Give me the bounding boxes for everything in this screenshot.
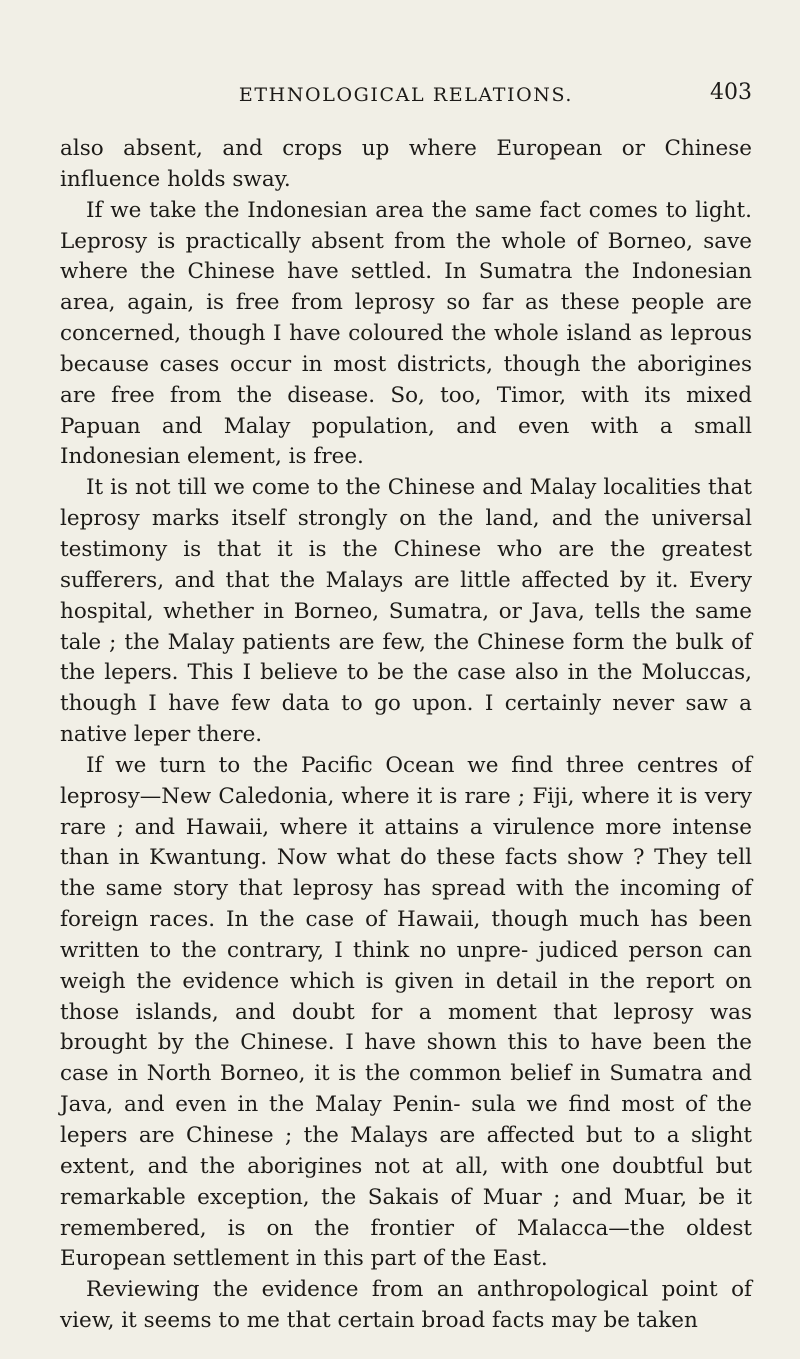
paragraph-reviewing-evidence: Reviewing the evidence from an anthropological point of view, it seems to me that certain broad facts may be taken [60, 1277, 752, 1334]
running-title: ETHNOLOGICAL RELATIONS. [238, 84, 574, 106]
page-number: 403 [710, 80, 752, 105]
paragraph-pacific-ocean: If we turn to the Pacific Ocean we find three centres of leprosy—New Caledonia, where it is rare ; Fiji, where it is very rare ; and Hawaii, where it attains a virulence more intense than in Kwantung. Now what do these facts show ? They tell the same story that leprosy has spread with the incoming of foreign races. In the case of Hawaii, though much has been written to the contrary, I think no unpre- judiced person can weigh the evidence which is given in detail in the report on those islands, and doubt for a moment that leprosy was brought by the Chinese. I have shown this to have been the case in North Borneo, it is the common belief in Sumatra and Java, and even in the Malay Penin- sula we find most of the lepers are Chinese ; the Malays are affected but to a slight extent, and the aborigines not at all, with one doubtful but remarkable exception, the Sakais of Muar ; and Muar, be it remembered, is on the frontier of Malacca—the oldest European settlement in this part of the East. [60, 752, 752, 1272]
running-head [60, 80, 752, 114]
body-text [60, 134, 752, 1337]
paragraph-indonesian-area: If we take the Indonesian area the same fact comes to light. Leprosy is practically absent from the whole of Borneo, save where the Chinese have settled. In Sumatra the Indonesian area, again, is free from leprosy so far as these people are concerned, though I have coloured the whole island as leprous because cases occur in most districts, though the aborigines are free from the disease. So, too, Timor, with its mixed Papuan and Malay population, and even with a small Indonesian element, is free. [60, 197, 752, 470]
paragraph-continuation: also absent, and crops up where European or Chinese influence holds sway. [60, 136, 752, 192]
paragraph-chinese-malay-localities: It is not till we come to the Chinese and Malay localities that leprosy marks itself strongly on the land, and the universal testimony is that it is the Chinese who are the greatest sufferers, and that the Malays are little affected by it. Every hospital, whether in Borneo, Sumatra, or Java, tells the same tale ; the Malay patients are few, the Chinese form the bulk of the lepers. This I believe to be the case also in the Moluccas, though I have few data to go upon. I certainly never saw a native leper there. [60, 475, 752, 748]
